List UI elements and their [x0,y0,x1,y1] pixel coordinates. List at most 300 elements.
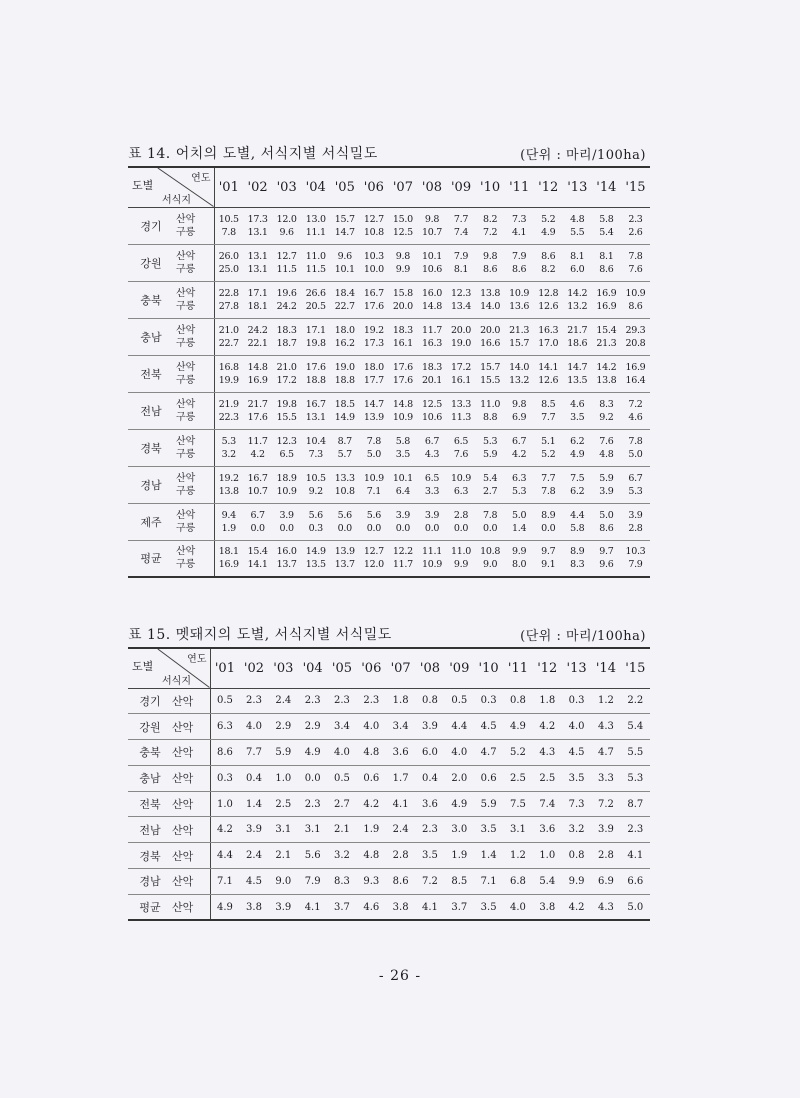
density-value: 10.9 [451,472,471,484]
table-row [128,281,650,318]
density-value: 16.3 [538,324,559,336]
density-value: 7.6 [599,435,614,447]
density-value: 11.0 [480,398,501,410]
density-value: 19.9 [218,374,239,386]
table-14-corner-header [128,167,214,207]
value-cell [534,503,563,540]
value-cell [417,355,446,392]
year-header: '14 [591,648,620,688]
density-value: 14.1 [247,559,268,571]
value-cell [621,466,650,503]
value-cell [272,318,301,355]
density-value: 10.8 [334,485,355,497]
density-value: 16.7 [363,287,384,299]
density-value: 7.8 [221,226,236,238]
density-value: 1.9 [445,843,474,869]
value-cell [505,466,534,503]
habitat-label: 산악 [176,509,196,521]
habitat-cell: 산악 [172,817,210,843]
density-value: 3.9 [415,714,444,740]
year-header: '07 [386,648,415,688]
value-cell [272,207,301,244]
table-row [128,429,650,466]
value-cell [534,207,563,244]
density-value: 16.2 [334,337,355,349]
region-cell: 강원 [128,714,172,740]
density-value: 16.4 [625,374,646,386]
density-value: 14.0 [509,361,530,373]
density-value: 0.0 [424,522,440,534]
density-value: 21.7 [567,324,588,336]
value-cell [476,429,505,466]
density-value: 1.8 [533,688,562,714]
value-cell [330,429,359,466]
density-value: 7.1 [474,869,503,895]
habitat-label: 구릉 [176,374,196,386]
value-cell [301,392,330,429]
density-value: 19.8 [276,398,297,410]
region-cell: 전북 [128,791,172,817]
year-header: '11 [505,167,534,207]
value-cell [534,244,563,281]
year-header: '12 [533,648,562,688]
density-value: 5.3 [512,485,527,497]
value-cell [621,244,650,281]
density-value: 17.6 [392,361,413,373]
density-value: 5.4 [599,226,614,238]
density-value: 19.6 [276,287,297,299]
table-row [128,688,650,714]
density-value: 3.9 [599,485,614,497]
table-14-unit: (단위 : 마리/100ha) [520,148,646,163]
density-value: 1.8 [386,688,415,714]
region-cell: 경남 [128,869,172,895]
table-15-corner-header [128,648,210,688]
year-header: '11 [503,648,532,688]
density-value: 14.1 [538,361,559,373]
density-value: 12.7 [363,213,384,225]
density-value: 1.4 [474,843,503,869]
density-value: 9.2 [599,411,614,423]
density-value: 18.1 [247,300,268,312]
density-value: 15.7 [334,213,355,225]
density-value: 8.5 [541,398,556,410]
value-cell [272,355,301,392]
value-cell [447,540,476,577]
value-cell [447,318,476,355]
density-value: 5.2 [541,448,556,460]
year-header: '02 [239,648,268,688]
density-value: 2.3 [298,688,327,714]
value-cell [330,244,359,281]
density-value: 5.5 [570,226,585,238]
page-number: - 26 - [378,968,422,984]
value-cell [621,355,650,392]
table-row [128,894,650,920]
habitat-label: 구릉 [176,485,196,497]
habitat-cell [174,466,214,503]
density-value: 13.9 [334,546,355,558]
value-cell [447,503,476,540]
table-row [128,318,650,355]
density-value: 3.1 [269,817,298,843]
year-header: '03 [269,648,298,688]
density-value: 6.3 [512,472,527,484]
density-value: 5.3 [221,435,236,447]
table-row [128,503,650,540]
value-cell [592,429,621,466]
region-cell: 평균 [139,901,161,915]
density-value: 10.3 [363,250,384,262]
density-value: 4.4 [445,714,474,740]
value-cell [359,429,388,466]
density-value: 2.0 [445,765,474,791]
density-value: 26.6 [305,287,326,299]
density-value: 18.8 [305,374,326,386]
table-14-caption-row [128,143,650,166]
density-value: 19.2 [363,324,384,336]
value-cell [330,540,359,577]
table-15-block [128,624,650,921]
year-header: '04 [298,648,327,688]
density-value: 5.8 [395,435,411,447]
density-value: 18.3 [276,324,297,336]
density-value: 7.7 [541,411,556,423]
density-value: 18.8 [334,374,355,386]
density-value: 0.5 [210,688,239,714]
density-value: 18.0 [334,324,355,336]
value-cell [330,355,359,392]
value-cell [272,429,301,466]
density-value: 7.6 [453,448,469,460]
density-value: 0.3 [210,765,239,791]
density-value: 6.6 [621,869,650,895]
density-value: 29.3 [625,324,646,336]
density-value: 7.2 [591,791,620,817]
density-value: 18.7 [276,337,297,349]
density-value: 6.5 [424,472,440,484]
density-value: 4.1 [304,901,321,913]
value-cell [243,466,272,503]
habitat-label: 산악 [176,546,196,558]
density-value: 5.3 [628,485,643,497]
density-value: 1.0 [269,765,298,791]
density-value: 8.6 [541,250,556,262]
value-cell [272,244,301,281]
density-value: 15.7 [480,361,501,373]
density-value: 7.3 [308,448,323,460]
value-cell [214,355,243,392]
region-cell: 평균 [140,552,162,566]
value-cell [505,540,534,577]
year-header: '01 [214,167,243,207]
density-value: 22.7 [334,300,355,312]
density-value: 5.9 [474,791,503,817]
density-value: 4.4 [570,509,585,521]
density-value: 6.9 [512,411,527,423]
density-value: 17.3 [363,337,384,349]
density-value: 3.2 [562,817,591,843]
density-value: 1.9 [221,522,236,534]
density-value: 20.1 [421,374,442,386]
density-value: 2.4 [386,817,415,843]
table-row [128,714,650,740]
habitat-cell [174,244,214,281]
value-cell [417,540,446,577]
density-value: 9.7 [599,546,614,558]
density-value: 10.6 [421,263,442,275]
density-value: 17.6 [363,300,384,312]
density-value: 16.0 [421,287,442,299]
table-15-caption-row [128,624,650,647]
region-cell: 제주 [128,503,174,540]
region-cell: 경남 [128,466,174,503]
density-value: 21.9 [218,398,239,410]
value-cell [301,429,330,466]
density-value: 3.8 [392,901,409,913]
region-cell: 전북 [128,355,174,392]
density-value: 20.8 [625,337,646,349]
value-cell [592,355,621,392]
value-cell [272,540,301,577]
density-value: 15.4 [596,324,617,336]
density-value: 10.9 [363,472,384,484]
density-value: 9.1 [541,559,556,571]
value-cell [330,503,359,540]
density-value: 17.6 [247,411,268,423]
density-value: 11.5 [276,263,297,275]
density-value: 0.0 [453,522,469,534]
density-value: 2.5 [503,765,532,791]
region-cell: 경북 [128,843,172,869]
value-cell [621,281,650,318]
density-value: 8.6 [210,740,239,766]
density-value: 2.5 [533,765,562,791]
density-value: 14.7 [363,398,384,410]
density-value: 13.2 [567,300,588,312]
density-value: 14.2 [596,361,617,373]
density-value: 8.2 [482,213,498,225]
value-cell [214,466,243,503]
value-cell [534,429,563,466]
value-cell [417,244,446,281]
density-value: 2.3 [621,817,650,843]
value-cell [476,503,505,540]
density-value: 3.9 [424,509,440,521]
density-value: 22.8 [218,287,239,299]
table-row [128,244,650,281]
density-value: 7.9 [298,869,327,895]
year-header-label: 연도 [187,654,207,665]
density-value: 7.7 [541,472,556,484]
year-header: '12 [534,167,563,207]
region-cell: 경기 [128,688,172,714]
value-cell [534,466,563,503]
density-value: 3.6 [415,791,444,817]
density-value: 19.8 [305,337,326,349]
density-value: 5.0 [628,448,643,460]
density-value: 4.5 [474,714,503,740]
density-value: 11.3 [451,411,471,423]
density-value: 5.6 [308,509,323,521]
density-value: 1.7 [386,765,415,791]
value-cell [214,281,243,318]
density-value: 16.7 [247,472,268,484]
density-value: 7.7 [453,213,469,225]
value-cell [621,392,650,429]
density-value: 20.5 [305,300,326,312]
value-cell [359,207,388,244]
value-cell [243,318,272,355]
habitat-label: 산악 [176,213,196,225]
density-value: 14.7 [567,361,588,373]
value-cell [214,392,243,429]
density-value: 12.0 [363,559,384,571]
density-value: 16.9 [596,300,617,312]
value-cell [214,540,243,577]
density-value: 4.3 [597,901,614,913]
density-value: 3.1 [298,817,327,843]
year-header: '03 [272,167,301,207]
density-value: 3.5 [415,843,444,869]
density-value: 4.9 [445,791,474,817]
density-value: 3.7 [334,901,350,913]
density-value: 0.0 [250,522,265,534]
density-value: 10.8 [363,226,384,238]
value-cell [359,244,388,281]
density-value: 18.5 [334,398,355,410]
habitat-cell [174,540,214,577]
density-value: 20.0 [451,324,471,336]
density-value: 13.3 [334,472,355,484]
habitat-label: 구릉 [176,300,196,312]
density-value: 3.4 [386,714,415,740]
value-cell [301,503,330,540]
density-value: 4.3 [533,740,562,766]
density-value: 4.1 [621,843,650,869]
value-cell [243,540,272,577]
density-value: 17.7 [363,374,384,386]
density-value: 9.3 [357,869,386,895]
value-cell [563,540,592,577]
density-value: 17.1 [305,324,326,336]
value-cell [243,392,272,429]
density-value: 2.7 [327,791,356,817]
habitat-cell [174,281,214,318]
value-cell [563,281,592,318]
density-value: 17.2 [276,374,297,386]
density-value: 9.8 [482,250,498,262]
habitat-cell: 산악 [172,714,210,740]
density-value: 21.3 [509,324,530,336]
table-15-header-row [128,648,650,688]
density-value: 7.4 [533,791,562,817]
value-cell [447,244,476,281]
table-row [128,817,650,843]
density-value: 6.5 [279,448,294,460]
density-value: 13.5 [305,559,326,571]
density-value: 2.3 [298,791,327,817]
value-cell [359,466,388,503]
year-header: '05 [330,167,359,207]
density-value: 5.4 [482,472,498,484]
density-value: 9.8 [512,398,527,410]
density-value: 6.7 [512,435,527,447]
region-cell: 강원 [128,244,174,281]
density-value: 10.5 [218,213,239,225]
density-value: 4.9 [503,714,532,740]
density-value: 0.4 [415,765,444,791]
value-cell [592,281,621,318]
density-value: 19.2 [218,472,239,484]
density-value: 2.8 [591,843,620,869]
year-header: '10 [476,167,505,207]
value-cell [476,281,505,318]
density-value: 11.5 [305,263,326,275]
density-value: 13.7 [276,559,297,571]
value-cell [563,503,592,540]
year-header: '06 [359,167,388,207]
value-cell [359,503,388,540]
density-value: 8.3 [570,559,585,571]
density-value: 13.1 [247,263,268,275]
density-value: 12.7 [363,546,384,558]
density-value: 3.9 [395,509,411,521]
density-value: 9.9 [453,559,469,571]
value-cell [534,355,563,392]
density-value: 18.4 [334,287,355,299]
density-value: 3.5 [570,411,585,423]
value-cell [243,244,272,281]
table-row [128,765,650,791]
value-cell [505,429,534,466]
density-value: 0.0 [279,522,294,534]
density-value: 8.7 [621,791,650,817]
value-cell [272,392,301,429]
value-cell [301,355,330,392]
density-value: 10.9 [421,559,442,571]
density-value: 10.9 [276,485,297,497]
density-value: 3.6 [533,817,562,843]
habitat-label: 산악 [176,324,196,336]
value-cell [243,355,272,392]
habitat-label: 산악 [176,287,196,299]
table-row [128,392,650,429]
density-value: 3.9 [239,817,268,843]
density-value: 4.1 [512,226,527,238]
density-value: 5.0 [627,901,644,913]
density-value: 25.0 [218,263,239,275]
density-value: 4.0 [445,740,474,766]
density-value: 3.2 [327,843,356,869]
density-value: 8.9 [541,509,556,521]
density-value: 8.9 [570,546,585,558]
density-value: 16.0 [276,546,297,558]
density-value: 3.5 [480,901,497,913]
density-value: 0.8 [562,843,591,869]
year-header: '10 [474,648,503,688]
value-cell [563,318,592,355]
value-cell [621,318,650,355]
density-value: 11.0 [305,250,326,262]
habitat-label: 구릉 [176,337,196,349]
habitat-cell: 산악 [172,765,210,791]
density-value: 3.7 [451,901,468,913]
density-value: 15.7 [509,337,530,349]
density-value: 15.5 [480,374,501,386]
density-value: 6.7 [424,435,440,447]
value-cell [388,355,417,392]
